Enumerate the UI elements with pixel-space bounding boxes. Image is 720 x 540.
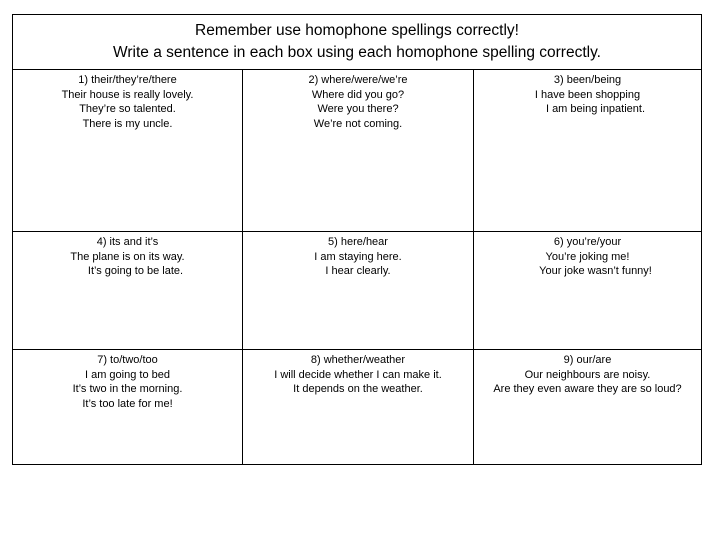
worksheet-header <box>13 15 701 70</box>
worksheet <box>12 14 702 465</box>
example-sentence: Were you there? <box>317 103 399 116</box>
box-title: 1) their/they’re/there <box>78 74 177 86</box>
homophone-box-9[interactable] <box>473 349 701 464</box>
header-instruction-2: Write a sentence in each box using each homophone spelling correctly. <box>113 44 601 61</box>
header-instruction-1: Remember use homophone spellings correctly! <box>195 22 519 39</box>
example-sentence: They’re so talented. <box>79 103 176 116</box>
example-sentence: There is my uncle. <box>82 117 173 130</box>
example-sentence: The plane is on its way. <box>70 250 185 263</box>
example-sentence: It depends on the weather. <box>293 383 423 396</box>
box-title: 5) here/hear <box>328 236 388 248</box>
example-sentence: Your joke wasn’t funny! <box>539 265 652 278</box>
example-sentence: Their house is really lovely. <box>61 88 194 101</box>
homophone-box-7[interactable] <box>13 349 242 464</box>
homophone-box-2[interactable] <box>242 70 473 231</box>
example-sentence: It’s too late for me! <box>82 397 173 410</box>
homophone-box-8[interactable] <box>242 349 473 464</box>
homophone-box-3[interactable] <box>473 70 701 231</box>
box-title: 2) where/were/we’re <box>308 74 408 86</box>
homophone-box-4[interactable] <box>13 231 242 349</box>
example-sentence: I am going to bed <box>84 368 170 381</box>
example-sentence: I am being inpatient. <box>545 103 646 116</box>
example-sentence: I am staying here. <box>314 250 402 263</box>
box-title: 8) whether/weather <box>310 354 406 366</box>
example-sentence: I will decide whether I can make it. <box>274 368 442 381</box>
box-title: 9) our/are <box>563 354 612 366</box>
homophone-box-1[interactable] <box>13 70 242 231</box>
box-title: 3) been/being <box>553 74 622 86</box>
homophone-box-6[interactable] <box>473 231 701 349</box>
homophone-box-5[interactable] <box>242 231 473 349</box>
box-title: 7) to/two/too <box>97 354 158 366</box>
example-sentence: It’s two in the morning. <box>72 383 183 396</box>
box-title: 4) its and it’s <box>96 236 159 248</box>
example-sentence: We’re not coming. <box>313 117 403 130</box>
example-sentence: I have been shopping <box>534 88 641 101</box>
box-title: 6) you’re/your <box>553 236 622 248</box>
example-sentence: It’s going to be late. <box>87 265 184 278</box>
example-sentence: I hear clearly. <box>325 265 391 278</box>
homophone-grid <box>13 70 701 464</box>
example-sentence: Where did you go? <box>311 88 405 101</box>
example-sentence: Are they even aware they are so loud? <box>493 383 682 396</box>
example-sentence: Our neighbours are noisy. <box>524 368 651 381</box>
example-sentence: You’re joking me! <box>545 250 630 263</box>
